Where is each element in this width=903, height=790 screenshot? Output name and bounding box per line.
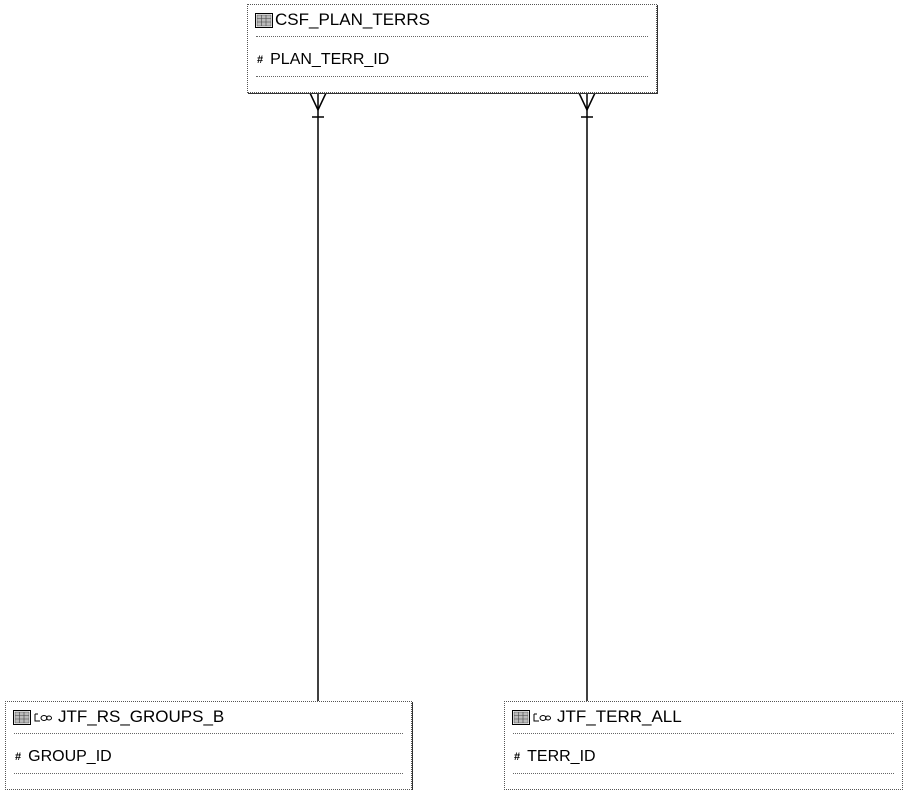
entity-jtf-rs-groups-b[interactable] — [5, 701, 412, 790]
table-icon — [512, 710, 530, 725]
column-name: GROUP_ID — [28, 748, 112, 765]
relationship-plan-terrs-terr-all — [579, 93, 595, 701]
entity-header — [248, 5, 656, 35]
entity-column-row — [248, 45, 656, 75]
entity-column-row — [6, 742, 411, 772]
entity-jtf-terr-all[interactable] — [504, 701, 903, 790]
synonym-link-icon — [533, 712, 551, 722]
primary-key-hash-icon: # — [257, 53, 264, 66]
table-icon — [13, 710, 31, 725]
entity-name: JTF_TERR_ALL — [557, 707, 682, 726]
primary-key-hash-icon: # — [15, 750, 22, 763]
synonym-link-icon — [34, 712, 52, 722]
primary-key-hash-icon: # — [514, 750, 521, 763]
column-name: PLAN_TERR_ID — [270, 51, 390, 68]
entity-column-row — [505, 742, 902, 772]
entity-name: CSF_PLAN_TERRS — [275, 10, 430, 29]
entity-csf-plan-terrs[interactable] — [247, 4, 657, 93]
table-icon — [255, 13, 273, 28]
entity-header — [6, 702, 411, 732]
relationship-plan-terrs-groups — [310, 93, 326, 701]
entity-name: JTF_RS_GROUPS_B — [58, 707, 225, 726]
entity-header — [505, 702, 902, 732]
column-name: TERR_ID — [527, 748, 596, 765]
